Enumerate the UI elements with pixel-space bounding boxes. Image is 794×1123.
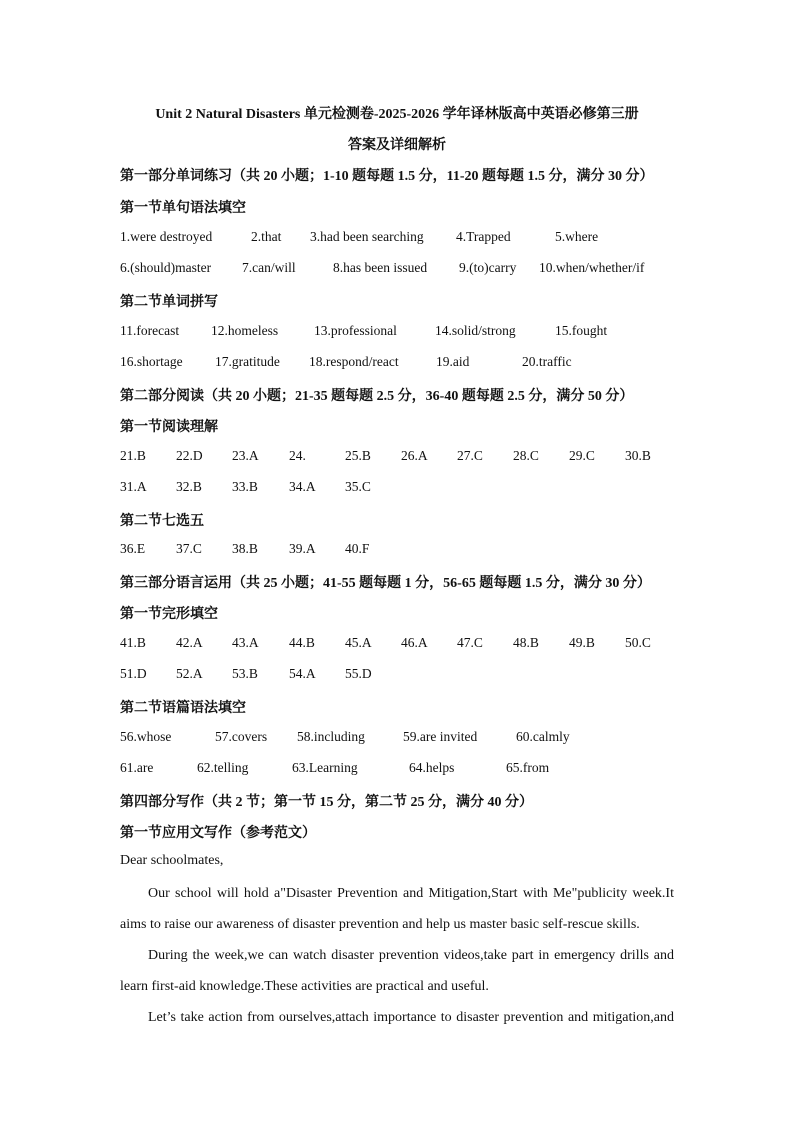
- answer-4: 4.Trapped: [456, 229, 511, 244]
- answer-64: 64.helps: [409, 760, 455, 775]
- answer-47: 47.C: [457, 635, 483, 650]
- letter-paragraph-2: [120, 940, 674, 1002]
- answer-55: 55.D: [345, 666, 372, 681]
- answer-5: 5.where: [555, 229, 599, 244]
- answer-62: 62.telling: [197, 760, 249, 775]
- part3-heading: 第三部分语言运用（共 25 小题；41-55 题每题 1 分，56-65 题每题 1.5 分，满分 30 分）: [120, 576, 651, 591]
- answer-51: 51.D: [120, 666, 147, 681]
- answer-35: 35.C: [345, 479, 371, 494]
- answer-24: 24.: [289, 448, 306, 463]
- answer-10: 10.when/whether/if: [539, 260, 645, 275]
- answer-60: 60.calmly: [516, 729, 570, 744]
- answer-59: 59.are invited: [403, 729, 478, 744]
- answer-6: 6.(should)master: [120, 260, 212, 275]
- answer-32: 32.B: [176, 479, 202, 494]
- answer-30: 30.B: [625, 448, 651, 463]
- answer-1: 1.were destroyed: [120, 229, 213, 244]
- paragraph-3-line-1: Let’s take action from ourselves,attach importance to disaster prevention and mitigation,and: [148, 1010, 674, 1025]
- answer-23: 23.A: [232, 448, 259, 463]
- answer-25: 25.B: [345, 448, 371, 463]
- answer-42: 42.A: [176, 635, 203, 650]
- answer-12: 12.homeless: [211, 323, 279, 338]
- answer-58: 58.including: [297, 729, 365, 744]
- answer-18: 18.respond/react: [309, 354, 399, 369]
- answer-20: 20.traffic: [522, 354, 572, 369]
- part1-heading: 第一部分单词练习（共 20 小题；1-10 题每题 1.5 分，11-20 题每题 1.5 分，满分 30 分）: [120, 169, 654, 184]
- answer-45: 45.A: [345, 635, 372, 650]
- answer-41: 41.B: [120, 635, 146, 650]
- answer-33: 33.B: [232, 479, 258, 494]
- answer-36: 36.E: [120, 541, 146, 556]
- answer-29: 29.C: [569, 448, 595, 463]
- answer-57: 57.covers: [215, 729, 268, 744]
- answer-21: 21.B: [120, 448, 146, 463]
- part2-heading: 第二部分阅读（共 20 小题；21-35 题每题 2.5 分，36-40 题每题 2.5 分，满分 50 分）: [120, 389, 634, 404]
- answer-14: 14.solid/strong: [435, 323, 516, 338]
- answer-15: 15.fought: [555, 323, 608, 338]
- answer-28: 28.C: [513, 448, 539, 463]
- answer-52: 52.A: [176, 666, 203, 681]
- answer-22: 22.D: [176, 448, 203, 463]
- answer-61: 61.are: [120, 760, 154, 775]
- answer-49: 49.B: [569, 635, 595, 650]
- answer-2: 2.that: [251, 229, 282, 244]
- answer-26: 26.A: [401, 448, 428, 463]
- answer-31: 31.A: [120, 479, 147, 494]
- document-subtitle: 答案及详细解析: [348, 138, 446, 153]
- answer-40: 40.F: [345, 541, 370, 556]
- answer-46: 46.A: [401, 635, 428, 650]
- part1-sec1-heading: 第一节单句语法填空: [120, 201, 246, 216]
- answer-34: 34.A: [289, 479, 316, 494]
- answer-48: 48.B: [513, 635, 539, 650]
- paragraph-1-line-1: Our school will hold a"Disaster Prevention and Mitigation,Start with Me"publicity week.It: [148, 886, 674, 901]
- answer-27: 27.C: [457, 448, 483, 463]
- answer-53: 53.B: [232, 666, 258, 681]
- answer-63: 63.Learning: [292, 760, 358, 775]
- letter-paragraph-1: [120, 878, 674, 940]
- answer-38: 38.B: [232, 541, 258, 556]
- answer-54: 54.A: [289, 666, 316, 681]
- part4-sec1-heading: 第一节应用文写作（参考范文）: [120, 826, 316, 841]
- answer-19: 19.aid: [436, 354, 470, 369]
- answer-17: 17.gratitude: [215, 354, 280, 369]
- document-title: Unit 2 Natural Disasters 单元检测卷-2025-2026 学年译林版高中英语必修第三册: [155, 107, 639, 122]
- answer-39: 39.A: [289, 541, 316, 556]
- answer-65: 65.from: [506, 760, 550, 775]
- answer-13: 13.professional: [314, 323, 397, 338]
- answer-50: 50.C: [625, 635, 651, 650]
- letter-greeting: Dear schoolmates,: [120, 853, 224, 868]
- answer-43: 43.A: [232, 635, 259, 650]
- part1-sec2-heading: 第二节单词拼写: [120, 295, 218, 310]
- part4-heading: 第四部分写作（共 2 节；第一节 15 分，第二节 25 分，满分 40 分）: [120, 795, 533, 810]
- part2-sec2-heading: 第二节七选五: [120, 514, 204, 529]
- answer-44: 44.B: [289, 635, 315, 650]
- answer-3: 3.had been searching: [310, 229, 424, 244]
- paragraph-2-line-2: learn first-aid knowledge.These activities are practical and useful.: [120, 979, 489, 994]
- answer-56: 56.whose: [120, 729, 172, 744]
- answer-9: 9.(to)carry: [459, 260, 517, 275]
- part3-sec1-heading: 第一节完形填空: [120, 607, 218, 622]
- paragraph-2-line-1: During the week,we can watch disaster prevention videos,take part in emergency drills and: [148, 948, 674, 963]
- answer-16: 16.shortage: [120, 354, 183, 369]
- answer-8: 8.has been issued: [333, 260, 428, 275]
- part3-sec2-heading: 第二节语篇语法填空: [120, 701, 246, 716]
- answer-37: 37.C: [176, 541, 202, 556]
- letter-paragraph-3: [120, 1002, 674, 1033]
- answer-7: 7.can/will: [242, 260, 296, 275]
- part2-sec1-heading: 第一节阅读理解: [120, 420, 218, 435]
- paragraph-1-line-2: aims to raise our awareness of disaster prevention and help us master basic self-rescue skills.: [120, 917, 640, 932]
- answer-11: 11.forecast: [120, 323, 180, 338]
